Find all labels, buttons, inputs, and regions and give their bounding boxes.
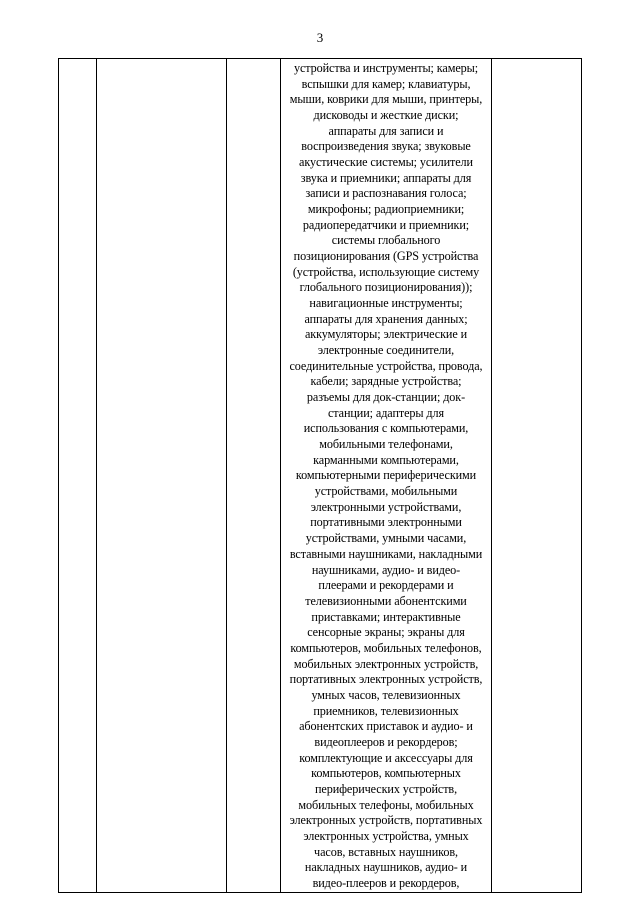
- table-row: [59, 59, 582, 893]
- goods-text-line: мыши, коврики для мыши, принтеры,: [289, 92, 483, 107]
- goods-text-line: аппараты для хранения данных;: [304, 311, 468, 326]
- goods-text-line: позиционирования (GPS устройства: [293, 249, 479, 264]
- goods-text-line: вспышки для камер; клавиатуры,: [301, 76, 471, 91]
- goods-text-line: видеоплееров и рекордеров;: [314, 734, 458, 749]
- goods-text-line: видео-плееров и рекордеров,: [312, 875, 460, 890]
- goods-text-line: портативных электронных устройств,: [289, 672, 483, 687]
- goods-text-line: разъемы для док-станции; док-: [306, 390, 466, 405]
- goods-text-line: устройствами, умными часами,: [305, 531, 467, 546]
- goods-text-line: станции; адаптеры для: [327, 405, 445, 420]
- goods-text-line: наушниками, аудио- и видео-: [311, 562, 461, 577]
- goods-text-line: (устройства, использующие систему: [292, 264, 480, 279]
- table-cell-goods: [281, 59, 492, 893]
- goods-text-line: дисководы и жесткие диски;: [313, 108, 459, 123]
- goods-text-line: часов, вставных наушников,: [314, 844, 458, 859]
- page-number: 3: [316, 30, 324, 45]
- goods-text-line: акустические системы; усилители: [299, 155, 473, 170]
- goods-text-line: приставками; интерактивные: [311, 609, 461, 624]
- goods-text-line: записи и распознавания голоса;: [305, 186, 467, 201]
- goods-text-line: навигационные инструменты;: [309, 296, 463, 311]
- goods-text-line: сенсорные экраны; экраны для: [307, 625, 465, 640]
- goods-text-line: устройства и инструменты; камеры;: [293, 61, 479, 75]
- goods-text-line: комплектующие и аксессуары для: [299, 750, 473, 765]
- goods-text-line: кабели; зарядные устройства;: [310, 374, 462, 389]
- goods-text-line: микрофоны; радиоприемники;: [307, 202, 465, 217]
- goods-text-line: вставными наушниками, накладными: [289, 546, 483, 561]
- goods-text-line: абонентских приставок и аудио- и: [299, 719, 473, 734]
- table-cell-class: [227, 59, 281, 893]
- goods-text-line: телевизионными абонентскими: [305, 593, 467, 608]
- goods-text-line: глобального позиционирования));: [299, 280, 473, 295]
- goods-text-line: воспроизведения звука; звуковые: [301, 139, 471, 154]
- goods-text-line: использования с компьютерами,: [303, 421, 469, 436]
- goods-text-line: компьютеров, компьютерных: [311, 766, 461, 781]
- goods-text-line: соединительные устройства, провода,: [289, 358, 483, 373]
- goods-text-line: мобильными телефонами,: [319, 437, 453, 452]
- goods-text-line: мобильных электронных устройств,: [293, 656, 479, 671]
- goods-text-line: звука и приемники; аппараты для: [300, 170, 472, 185]
- document-table: [58, 58, 582, 893]
- goods-text-line: мобильных телефоны, мобильных: [298, 797, 474, 812]
- goods-text-line: портативными электронными: [310, 515, 462, 530]
- goods-text-line: компьютерными периферическими: [295, 468, 477, 483]
- goods-text-line: электронные соединители,: [317, 343, 455, 358]
- goods-text-line: накладных наушников, аудио- и: [304, 860, 468, 875]
- goods-text-line: электронными устройствами,: [310, 499, 462, 514]
- goods-text-line: умных часов, телевизионных: [311, 687, 461, 702]
- table-cell-number: [59, 59, 97, 893]
- goods-text-line: приемников, телевизионных: [313, 703, 459, 718]
- table-cell-name: [97, 59, 227, 893]
- goods-text-line: системы глобального: [331, 233, 441, 248]
- goods-text-line: периферических устройств,: [314, 781, 458, 796]
- goods-text-line: устройствами, мобильными: [314, 484, 458, 499]
- goods-text-line: плеерами и рекордерами и: [318, 578, 454, 593]
- goods-text-line: аппараты для записи и: [328, 123, 444, 138]
- goods-text-line: карманными компьютерами,: [313, 452, 459, 467]
- goods-list-text: [281, 59, 491, 892]
- goods-text-line: радиопередатчики и приемники;: [302, 217, 470, 232]
- goods-text-line: аккумуляторы; электрические и: [304, 327, 468, 342]
- goods-text-line: электронных устройств, портативных: [289, 813, 483, 828]
- table-cell-notes: [492, 59, 582, 893]
- goods-text-line: электронных устройства, умных: [303, 828, 469, 843]
- goods-text-line: компьютеров, мобильных телефонов,: [290, 640, 482, 655]
